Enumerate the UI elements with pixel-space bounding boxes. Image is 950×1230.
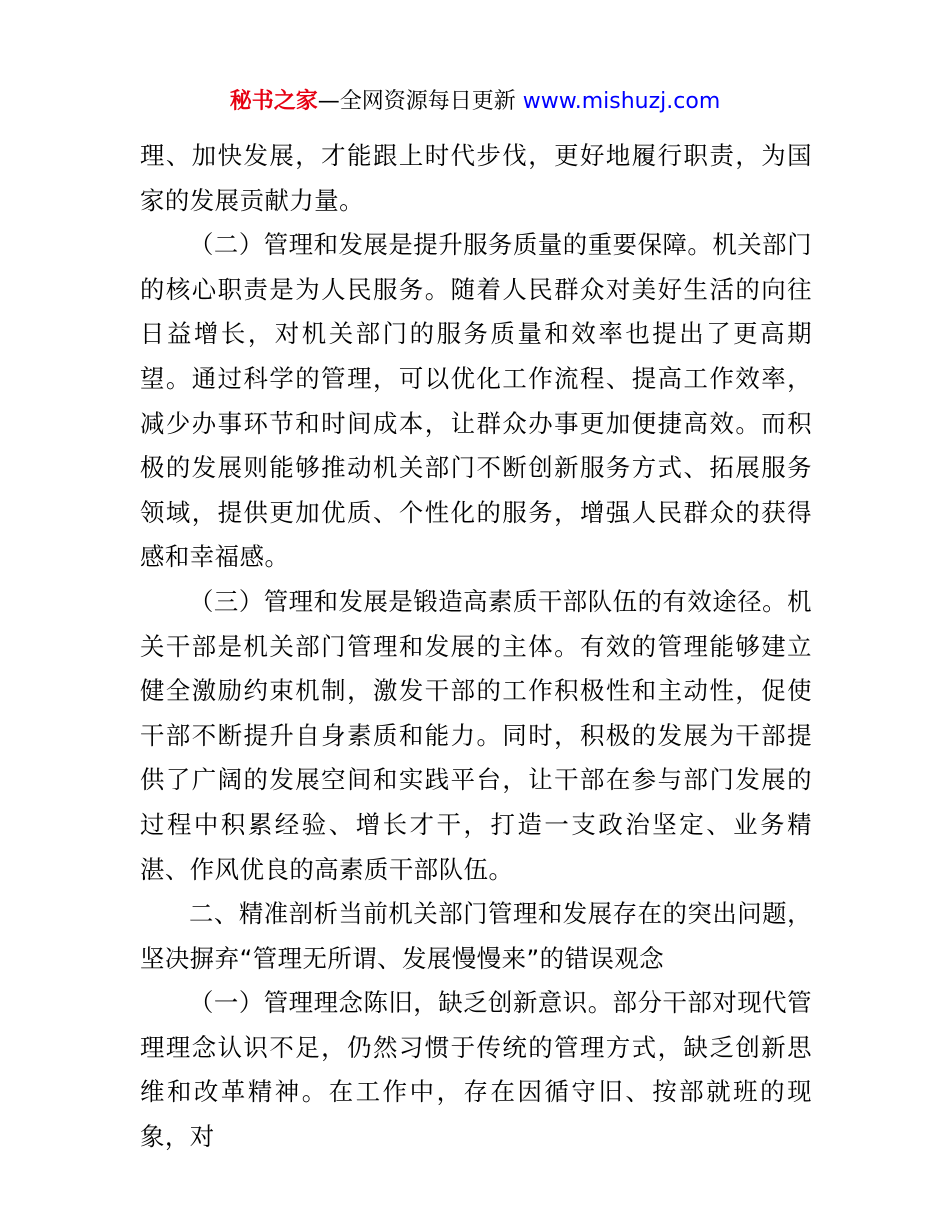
paragraph-section-2: （二）管理和发展是提升服务质量的重要保障。机关部门的核心职责是为人民服务。随着人民群众对美好生活的向往日益增长，对机关部门的服务质量和效率也提出了更高期望。通过科学的管理，可以优化工作流程、提高工作效率，减少办事环节和时间成本，让群众办事更加便捷高效。而积极的发展则能够推动机关部门不断创新服务方式、拓展服务领域，提供更加优质、个性化的服务，增强人民群众的获得感和幸福感。 [140,230,812,572]
document-body [140,134,812,1160]
paragraph-continuation: 理、加快发展，才能跟上时代步伐，更好地履行职责，为国家的发展贡献力量。 [140,141,812,215]
site-brand: 秘书之家 [229,89,318,114]
site-tagline: —全网资源每日更新 [317,89,523,114]
paragraph-section-1: （一）管理理念陈旧，缺乏创新意识。部分干部对现代管理理念认识不足，仍然习惯于传统的管理方式，缺乏创新思维和改革精神。在工作中，存在因循守旧、按部就班的现象，对 [140,988,812,1152]
page-header [0,86,950,118]
heading-part-two: 二、精准剖析当前机关部门管理和发展存在的突出问题，坚决摒弃“管理无所谓、发展慢慢来”的错误观念 [140,899,812,973]
paragraph-section-3: （三）管理和发展是锻造高素质干部队伍的有效途径。机关干部是机关部门管理和发展的主体。有效的管理能够建立健全激励约束机制，激发干部的工作积极性和主动性，促使干部不断提升自身素质和能力。同时，积极的发展为干部提供了广阔的发展空间和实践平台，让干部在参与部门发展的过程中积累经验、增长才干，打造一支政治坚定、业务精湛、作风优良的高素质干部队伍。 [140,586,812,884]
site-url-link[interactable]: www.mishuzj.com [522,89,721,114]
